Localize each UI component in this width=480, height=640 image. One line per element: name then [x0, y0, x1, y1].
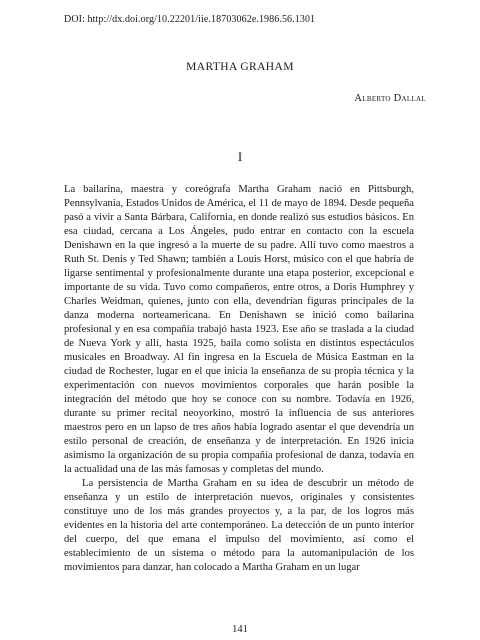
article-title: MARTHA GRAHAM [186, 61, 294, 73]
page-number: 141 [232, 624, 248, 635]
paragraph: La bailarina, maestra y coreógrafa Martha Graham nació en Pittsburgh, Pennsylvania, Estados Unidos de América, el 11 de mayo de 1894. Desde pequeña pasó a vivir a Santa Bárbara, California, en donde realizó sus estudios básicos. En esa ciudad, cercana a Los Ángeles, pudo entrar en contacto con la escuela Denishawn en la que ingresó a la muerte de su padre. Allí tuvo como maestros a Ruth St. Denis y Ted Shawn; también a Louis Horst, músico con el que habría de ligarse sentimental y profesionalmente durante una etapa posterior, excepcional e importante de su vida. Tuvo como compañeros, entre otros, a Doris Humphrey y Charles Weidman, quienes, junto con ella, devendrían figuras principales de la danza moderna norteamericana. En Denishawn se inició como bailarina profesional y en esa compañía trabajó hasta 1923. Ese año se traslada a la ciudad de Nueva York y allí, hasta 1925, baila como solista en distintos espectáculos musicales en Broadway. Al fin ingresa en la Escuela de Música Eastman en la ciudad de Rochester, lugar en el que inicia la enseñanza de su propia técnica y la experimentación con nuevos movimientos corporales que harán posible la integración del método que hoy se conoce con su nombre. Todavía en 1926, durante su primer recital neoyorkino, mostró la influencia de sus anteriores maestros pero en un lapso de tres años había logrado asentar el que devendría un estilo personal de creación, de enseñanza y de interpretación. En 1926 inicia asimismo la organización de su propia compañía profesional de danza, todavía en la actualidad una de las más famosas y completas del mundo. [64, 184, 414, 475]
section-heading: I [237, 149, 243, 164]
article-body [64, 183, 414, 575]
author-name: Alberto Dallal [354, 93, 426, 104]
paragraph: La persistencia de Martha Graham en su idea de descubrir un método de enseñanza y un estilo de interpretación nuevos, originales y consistentes constituye uno de los más grandes proyectos y, a la par, de los logros más evidentes en la historia del arte contemporáneo. La detección de un punto interior del cuerpo, del que emana el impulso del movimiento, así como el establecimiento de un sistema o método para la automanipulación de los movimientos para danzar, han colocado a Martha Graham en un lugar [64, 478, 414, 573]
doi-link: DOI: http://dx.doi.org/10.22201/iie.18703062e.1986.56.1301 [64, 14, 316, 25]
